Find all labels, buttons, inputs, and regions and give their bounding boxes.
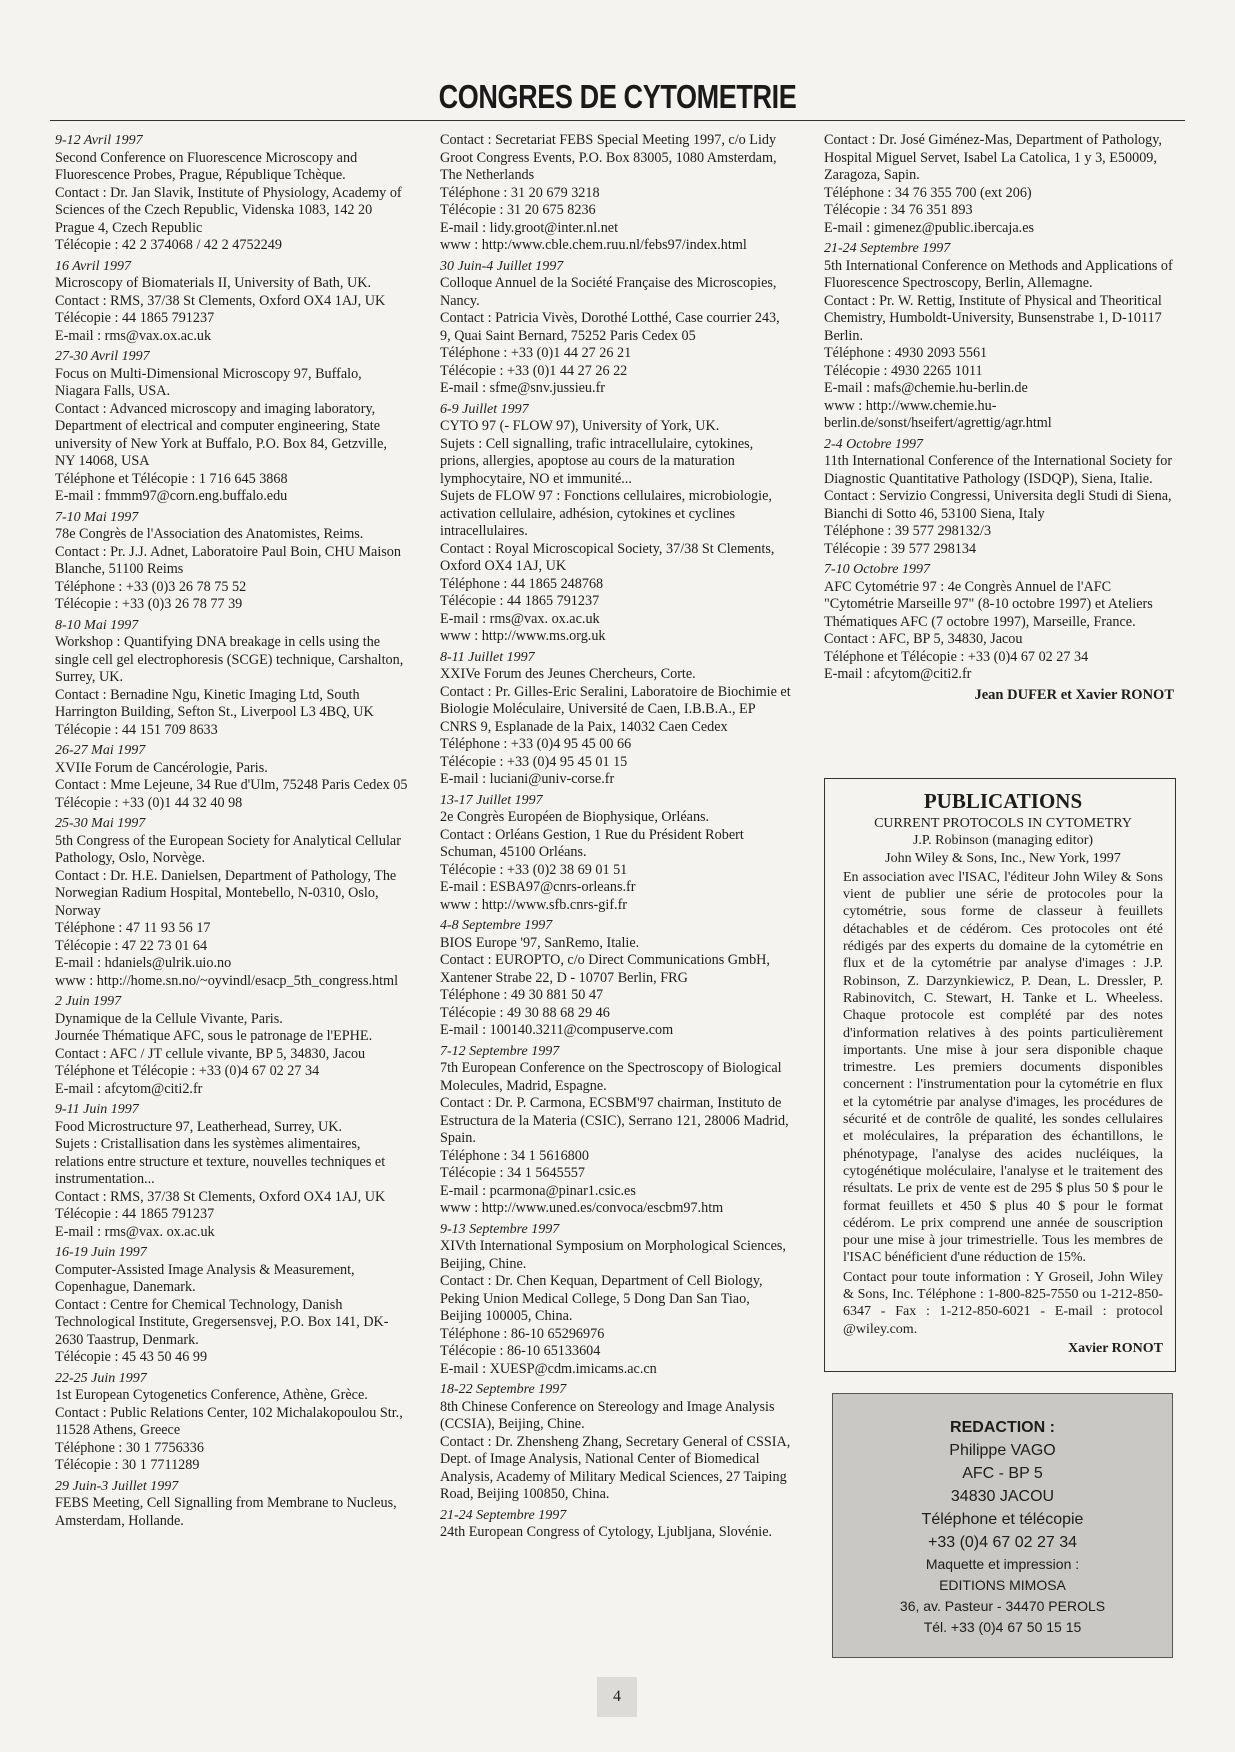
event-entry	[55, 742, 410, 812]
event-detail-line: E-mail : lidy.groot@inter.nl.net	[440, 219, 619, 236]
event-detail-line: www : http:/www.cble.chem.ruu.nl/febs97/index.html	[440, 237, 747, 253]
event-detail-line: www : http://home.sn.no/~oyvindl/esacp_5th_congress.html	[55, 972, 399, 989]
event-detail-line: Focus on Multi-Dimensional Microscopy 97, Buffalo, Niagara Falls, USA.	[55, 365, 362, 399]
event-detail-line: E-mail : afcytom@citi2.fr	[824, 666, 972, 682]
event-detail-line: E-mail : pcarmona@pinar1.csic.es	[440, 1182, 636, 1199]
event-date: 6-9 Juillet 1997	[440, 401, 529, 417]
event-entry	[55, 993, 410, 1098]
event-detail-line: Microscopy of Biomaterials II, University of Bath, UK.	[55, 275, 372, 291]
event-detail-line: Colloque Annuel de la Société Française des Microscopies, Nancy.	[440, 275, 777, 309]
event-detail-line: Téléphone et Télécopie : 1 716 645 3868	[55, 470, 288, 487]
column-3	[824, 132, 1174, 704]
event-detail-line: Contact : RMS, 37/38 St Clements, Oxford OX4 1AJ, UK	[55, 1188, 386, 1205]
event-detail-line: Contact : Servizio Congressi, Universita degli Studi di Siena, Bianchi di Sotto 46, 53100 Siena, Italy	[824, 488, 1172, 522]
event-entry	[55, 617, 410, 740]
event-detail-line: Téléphone : 31 20 679 3218	[440, 184, 600, 201]
event-detail-line: XXIVe Forum des Jeunes Chercheurs, Corte.	[440, 666, 696, 682]
event-detail-line: Télécopie : 86-10 65133604	[440, 1343, 601, 1359]
book-publisher: John Wiley & Sons, Inc., New York, 1997	[885, 850, 1121, 866]
event-entry	[824, 561, 1174, 684]
event-entry	[55, 132, 410, 255]
event-detail-line: Contact : Advanced microscopy and imaging laboratory, Department of electrical and computer engineering, State university of New York at Buffalo, P.O. Box 84, Getzville, NY 14068, USA	[55, 400, 387, 469]
event-detail-line: 7th European Conference on the Spectroscopy of Biological Molecules, Madrid, Espagne.	[440, 1060, 782, 1094]
event-entry	[55, 1244, 410, 1367]
event-date: 9-11 Juin 1997	[55, 1102, 139, 1117]
redaction-phone: +33 (0)4 67 02 27 34	[927, 1534, 1077, 1551]
event-detail-line: E-mail : XUESP@cdm.imicams.ac.cn	[440, 1360, 657, 1377]
event-detail-line: E-mail : hdaniels@ulrik.uio.no	[55, 955, 232, 971]
event-entry	[55, 815, 410, 990]
event-detail-line: Télécopie : 30 1 7711289	[55, 1457, 200, 1473]
printer-name: EDITIONS MIMOSA	[939, 1577, 1066, 1593]
event-detail-line: Téléphone : +33 (0)1 44 27 26 21	[440, 345, 632, 361]
event-detail-line: Téléphone : 44 1865 248768	[440, 575, 604, 592]
event-detail-line: Contact : Centre for Chemical Technology, Danish Technological Institute, Gregersensvej, P.O. Box 141, DK-2630 Taastrup, Denmark.	[55, 1296, 389, 1348]
event-entry	[55, 509, 410, 614]
event-detail-line: Télécopie : 44 1865 791237	[55, 310, 215, 326]
publications-signature: Xavier RONOT	[1067, 1340, 1163, 1356]
book-editor: J.P. Robinson (managing editor)	[912, 833, 1094, 849]
event-detail-line: E-mail : mafs@chemie.hu-berlin.de	[824, 380, 1028, 396]
event-detail-line: Contact : Dr. Jan Slavik, Institute of Physiology, Academy of Sciences of the Czech Republic, Videnska 1083, 142 20 Prague 4, Czech Republic	[55, 184, 402, 236]
event-entry	[440, 1381, 792, 1504]
event-detail-line: Télécopie : 44 1865 791237	[55, 1206, 215, 1222]
event-date: 7-10 Mai 1997	[55, 509, 139, 525]
event-detail-line: E-mail : fmmm97@corn.eng.buffalo.edu	[55, 488, 288, 504]
event-date: 22-25 Juin 1997	[55, 1370, 147, 1386]
redaction-address-1: AFC - BP 5	[962, 1465, 1043, 1482]
event-detail-line: Sujets : Cristallisation dans les systèmes alimentaires, relations entre structure et texture, nouvelles techniques et instrumentation...	[55, 1136, 386, 1187]
event-detail-line: CYTO 97 (- FLOW 97), University of York, UK.	[440, 418, 720, 434]
event-detail-line: Food Microstructure 97, Leatherhead, Surrey, UK.	[55, 1118, 343, 1135]
event-detail-line: Téléphone : 49 30 881 50 47	[440, 987, 604, 1003]
event-entry	[440, 917, 792, 1040]
event-date: 21-24 Septembre 1997	[824, 241, 951, 256]
event-detail-line: Contact : Patricia Vivès, Dorothé Lotthé, Case courrier 243, 9, Quai Saint Bernard, 75252 Paris Cedex 05	[440, 310, 780, 344]
event-entry	[440, 258, 792, 398]
event-date: 7-10 Octobre 1997	[824, 562, 931, 577]
event-detail-line: Workshop : Quantifying DNA breakage in cells using the single cell gel electrophoresis (SCGE) technique, Carshalton, Surrey, UK.	[55, 634, 404, 685]
event-detail-line: Télécopie : 47 22 73 01 64	[55, 937, 208, 954]
publications-contact: Contact pour toute information : Y Groseil, John Wiley & Sons, Inc. Téléphone : 1-800-825-7550 ou 1-212-850-6347 - Fax : 1-212-850-6021 - E-mail : protocol @wiley.com.	[843, 1269, 1163, 1337]
event-date: 8-10 Mai 1997	[55, 617, 139, 633]
event-detail-line: Contact : Dr. Zhensheng Zhang, Secretary General of CSSIA, Dept. of Image Analysis, National Center of Biomedical Analysis, Academy of Military Medical Sciences, 27 Taiping Road, Beijing 100850, China.	[440, 1433, 791, 1502]
event-detail-line: AFC Cytométrie 97 : 4e Congrès Annuel de l'AFC "Cytométrie Marseille 97" (8-10 octobre 1997) et Ateliers Thématiques AFC (7 octobre 1997), Marseille, France.	[824, 578, 1153, 630]
event-detail-line: Téléphone : 86-10 65296976	[440, 1325, 605, 1342]
event-detail-line: Contact : Bernadine Ngu, Kinetic Imaging Ltd, South Harrington Building, Sefton St., Liverpool L3 4BQ, UK	[55, 686, 374, 720]
event-entry	[55, 1370, 410, 1475]
redaction-phone-label: Téléphone et télécopie	[921, 1511, 1084, 1528]
column-1	[55, 132, 410, 1533]
event-entry	[440, 1221, 792, 1379]
event-detail-line: Contact : Secretariat FEBS Special Meeting 1997, c/o Lidy Groot Congress Events, P.O. Box 83005, 1080 Amsterdam, The Netherlands	[440, 132, 777, 183]
title-rule	[50, 120, 1185, 121]
event-detail-line: Télécopie : +33 (0)1 44 32 40 98	[55, 794, 243, 811]
event-detail-line: Télécopie : 42 2 374068 / 42 2 4752249	[55, 237, 282, 253]
event-detail-line: Télécopie : 49 30 88 68 29 46	[440, 1004, 610, 1021]
event-entry	[440, 1507, 792, 1542]
event-detail-line: Téléphone : +33 (0)4 95 45 00 66	[440, 736, 632, 752]
event-date: 9-12 Avril 1997	[55, 133, 143, 148]
event-detail-line: 78e Congrès de l'Association des Anatomistes, Reims.	[55, 526, 364, 542]
event-detail-line: Contact : AFC, BP 5, 34830, Jacou	[824, 631, 1023, 647]
event-date: 21-24 Septembre 1997	[440, 1507, 567, 1523]
event-detail-line: Téléphone et Télécopie : +33 (0)4 67 02 27 34	[824, 648, 1089, 665]
event-detail-line: Contact : Orléans Gestion, 1 Rue du Président Robert Schuman, 45100 Orléans.	[440, 826, 744, 860]
event-detail-line: Télécopie : +33 (0)2 38 69 01 51	[440, 861, 628, 878]
event-detail-line: FEBS Meeting, Cell Signalling from Membrane to Nucleus, Amsterdam, Hollande.	[55, 1495, 397, 1529]
event-detail-line: Téléphone : +33 (0)3 26 78 75 52	[55, 578, 247, 595]
event-detail-line: E-mail : ESBA97@cnrs-orleans.fr	[440, 879, 636, 895]
event-detail-line: E-mail : afcytom@citi2.fr	[55, 1080, 203, 1097]
event-detail-line: E-mail : luciani@univ-corse.fr	[440, 771, 615, 787]
event-date: 8-11 Juillet 1997	[440, 649, 535, 665]
event-detail-line: Télécopie : +33 (0)4 95 45 01 15	[440, 753, 628, 770]
event-detail-line: Contact : Pr. J.J. Adnet, Laboratoire Paul Boin, CHU Maison Blanche, 51100 Reims	[55, 543, 401, 577]
event-detail-line: Téléphone : 34 76 355 700 (ext 206)	[824, 184, 1032, 201]
event-detail-line: E-mail : rms@vax. ox.ac.uk	[440, 610, 600, 627]
event-detail-line: 5th International Conference on Methods and Applications of Fluorescence Spectroscopy, Berlin, Allemagne.	[824, 257, 1173, 291]
event-date: 2 Juin 1997	[55, 994, 122, 1009]
event-detail-line: Téléphone : 34 1 5616800	[440, 1147, 589, 1164]
redaction-title: REDACTION :	[950, 1419, 1055, 1436]
event-detail-line: Téléphone et Télécopie : +33 (0)4 67 02 27 34	[55, 1063, 320, 1079]
event-detail-line: 5th Congress of the European Society for Analytical Cellular Pathology, Oslo, Norvège.	[55, 832, 401, 866]
event-detail-line: Sujets de FLOW 97 : Fonctions cellulaires, microbiologie, activation cellulaire, adhésion, cytokines et cyclines intracellulaires.	[440, 488, 772, 539]
event-detail-line: E-mail : rms@vax.ox.ac.uk	[55, 327, 212, 344]
event-detail-line: www : http://www.chemie.hu-berlin.de/sonst/hseifert/agrettig/agr.html	[824, 397, 1052, 431]
event-detail-line: Télécopie : +33 (0)1 44 27 26 22	[440, 362, 628, 379]
event-detail-line: Télécopie : +33 (0)3 26 78 77 39	[55, 596, 243, 612]
event-detail-line: BIOS Europe '97, SanRemo, Italie.	[440, 934, 640, 951]
event-detail-line: Journée Thématique AFC, sous le patronage de l'EPHE.	[55, 1028, 373, 1044]
event-detail-line: Télécopie : 39 577 298134	[824, 540, 977, 557]
event-date: 26-27 Mai 1997	[55, 743, 146, 758]
event-date: 27-30 Avril 1997	[55, 349, 150, 364]
event-detail-line: Contact : Public Relations Center, 102 Michalakopoulou Str., 11528 Athens, Greece	[55, 1404, 403, 1438]
printer-phone: Tél. +33 (0)4 67 50 15 15	[923, 1619, 1082, 1635]
event-detail-line: Contact : Dr. José Giménez-Mas, Department of Pathology, Hospital Miguel Servet, Isabel La Catolica, 1 y 3, E50009, Zaragoza, Sapin.	[824, 132, 1162, 183]
event-detail-line: Télécopie : 34 1 5645557	[440, 1165, 585, 1181]
event-entry	[824, 436, 1174, 559]
publications-box	[824, 778, 1176, 1372]
event-detail-line: Téléphone : 4930 2093 5561	[824, 345, 988, 361]
page-title: CONGRES DE CYTOMETRIE	[438, 78, 797, 115]
event-detail-line: Contact : Mme Lejeune, 34 Rue d'Ulm, 75248 Paris Cedex 05	[55, 777, 408, 793]
event-detail-line: Computer-Assisted Image Analysis & Measurement, Copenhague, Danemark.	[55, 1261, 355, 1295]
event-date: 16-19 Juin 1997	[55, 1245, 147, 1260]
event-detail-line: 1st European Cytogenetics Conference, Athène, Grèce.	[55, 1387, 368, 1403]
event-entry	[440, 132, 792, 255]
event-date: 4-8 Septembre 1997	[440, 918, 553, 933]
event-entry	[824, 240, 1174, 433]
event-date: 2-4 Octobre 1997	[824, 436, 924, 452]
event-date: 16 Avril 1997	[55, 258, 131, 274]
event-date: 30 Juin-4 Juillet 1997	[440, 258, 564, 274]
event-date: 18-22 Septembre 1997	[440, 1382, 567, 1397]
event-date: 13-17 Juillet 1997	[440, 792, 543, 808]
event-detail-line: Sujets : Cell signalling, trafic intracellulaire, cytokines, prions, allergies, apoptose au cours de la maturation lymphocytaire, NO et immunité...	[440, 435, 754, 487]
event-entry	[55, 1101, 410, 1241]
book-title: CURRENT PROTOCOLS IN CYTOMETRY	[874, 816, 1132, 831]
event-entry	[55, 348, 410, 506]
event-detail-line: Dynamique de la Cellule Vivante, Paris.	[55, 1010, 283, 1027]
event-entry	[824, 132, 1174, 237]
event-detail-line: 8th Chinese Conference on Stereology and Image Analysis (CCSIA), Beijing, Chine.	[440, 1398, 775, 1432]
event-detail-line: Télécopie : 45 43 50 46 99	[55, 1349, 208, 1365]
column-2	[440, 132, 792, 1545]
event-detail-line: Télécopie : 44 1865 791237	[440, 593, 600, 609]
event-detail-line: www : http://www.uned.es/convoca/escbm97.htm	[440, 1200, 724, 1216]
event-date: 25-30 Mai 1997	[55, 816, 146, 831]
event-entry	[440, 792, 792, 915]
event-detail-line: 2e Congrès Européen de Biophysique, Orléans.	[440, 809, 710, 825]
event-detail-line: Contact : Dr. P. Carmona, ECSBM'97 chairman, Instituto de Estructura de la Materia (CSIC), Serrano 121, 28006 Madrid, Spain.	[440, 1095, 789, 1146]
event-date: 9-13 Septembre 1997	[440, 1221, 560, 1237]
publications-body: En association avec l'ISAC, l'éditeur John Wiley & Sons vient de publier une série de protocoles pour la cytométrie, sous forme de classeur à feuillets détachables et de cédérom. Ces protocoles ont été rédigés par des experts du domaine de la cytométrie en flux et de la cytométrie par analyse d'images : J.P. Robinson, Z. Darzynkiewicz, P. Dean, L. Dressler, P. Rabinovitch, C. Stewart, H. Tanke et L. Wheeless. Chaque protocole est complété par des notes d'information relatives à des points particulièrement importants. Une mise à jour sera disponible chaque trimestre. Les premiers documents disponibles concernent : l'instrumentation pour la cytométrie en flux et la cytométrie par analyse d'images, les procédures de sécurité et de contrôle de qualité, les sondes cellulaires et moléculaires, la préparation des échantillons, le phénotypage, l'analyse des acides nucléiques, la cytogénétique moléculaire, l'analyse et le traitement des résultats. Le prix de vente est de 295 $ plus 50 $ pour le format feuillets et 450 $ plus 40 $ pour le format cédérom. Le prix comprend une année de souscription pour une mise à jour trimestrielle. Tous les membres de l'ISAC bénéficient d'une réduction de 15%.	[843, 869, 1163, 1266]
event-detail-line: 11th International Conference of the International Society for Diagnostic Quantitative Pathology (ISDQP), Siena, Italie.	[824, 453, 1173, 487]
printing-label: Maquette et impression :	[925, 1556, 1080, 1572]
event-entry	[55, 1478, 410, 1531]
event-date: 7-12 Septembre 1997	[440, 1043, 560, 1059]
event-entry	[440, 401, 792, 646]
event-detail-line: Contact : Pr. Gilles-Eric Seralini, Laboratoire de Biochimie et Biologie Moléculaire, Université de Caen, I.B.B.A., EP CNRS 9, Esplanade de la Paix, 14032 Caen Cedex	[440, 683, 791, 735]
event-detail-line: Contact : Royal Microscopical Society, 37/38 St Clements, Oxford OX4 1AJ, UK	[440, 540, 775, 574]
event-detail-line: E-mail : gimenez@public.ibercaja.es	[824, 219, 1035, 236]
event-detail-line: Télécopie : 44 151 709 8633	[55, 721, 218, 738]
event-detail-line: www : http://www.sfb.cnrs-gif.fr	[440, 896, 628, 913]
event-detail-line: XIVth International Symposium on Morphological Sciences, Beijing, Chine.	[440, 1238, 786, 1272]
redaction-name: Philippe VAGO	[949, 1442, 1056, 1459]
event-detail-line: Télécopie : 34 76 351 893	[824, 202, 973, 218]
event-entry	[440, 1043, 792, 1218]
event-detail-line: www : http://www.ms.org.uk	[440, 628, 606, 644]
event-detail-line: Télécopie : 31 20 675 8236	[440, 202, 596, 218]
event-detail-line: Téléphone : 47 11 93 56 17	[55, 920, 211, 936]
event-detail-line: Contact : Dr. Chen Kequan, Department of Cell Biology, Peking Union Medical College, 5 Dong Dan San Tiao, Beijing 100005, China.	[440, 1273, 763, 1324]
printer-address: 36, av. Pasteur - 34470 PEROLS	[899, 1598, 1106, 1614]
event-detail-line: E-mail : 100140.3211@compuserve.com	[440, 1022, 674, 1038]
column-signature: Jean DUFER et Xavier RONOT	[974, 686, 1174, 703]
event-date: 29 Juin-3 Juillet 1997	[55, 1478, 179, 1494]
event-entry	[440, 649, 792, 789]
event-detail-line: Contact : Pr. W. Rettig, Institute of Physical and Theoritical Chemistry, Humboldt-University, Bunsenstrabe 1, D-10117 Berlin.	[824, 292, 1162, 344]
event-detail-line: Télécopie : 4930 2265 1011	[824, 362, 983, 379]
event-detail-line: 24th European Congress of Cytology, Ljubljana, Slovénie.	[440, 1524, 773, 1540]
event-detail-line: Contact : AFC / JT cellule vivante, BP 5, 34830, Jacou	[55, 1045, 366, 1062]
event-detail-line: XVIIe Forum de Cancérologie, Paris.	[55, 759, 268, 776]
event-entry	[55, 258, 410, 346]
event-detail-line: Contact : EUROPTO, c/o Direct Communications GmbH, Xantener Strabe 22, D - 10707 Berlin, FRG	[440, 952, 770, 986]
redaction-box	[832, 1393, 1173, 1658]
publications-title: PUBLICATIONS	[923, 789, 1083, 813]
page-number: 4	[597, 1677, 637, 1717]
event-detail-line: Téléphone : 30 1 7756336	[55, 1439, 204, 1456]
event-detail-line: Contact : RMS, 37/38 St Clements, Oxford OX4 1AJ, UK	[55, 292, 386, 309]
event-detail-line: Contact : Dr. H.E. Danielsen, Department of Pathology, The Norwegian Radium Hospital, Montebello, N-0310, Oslo, Norway	[55, 867, 397, 919]
event-detail-line: Second Conference on Fluorescence Microscopy and Fluorescence Probes, Prague, République Tchèque.	[55, 149, 358, 183]
event-detail-line: Téléphone : 39 577 298132/3	[824, 523, 992, 539]
event-detail-line: E-mail : sfme@snv.jussieu.fr	[440, 380, 606, 396]
event-detail-line: E-mail : rms@vax. ox.ac.uk	[55, 1223, 215, 1240]
redaction-address-2: 34830 JACOU	[950, 1488, 1055, 1505]
